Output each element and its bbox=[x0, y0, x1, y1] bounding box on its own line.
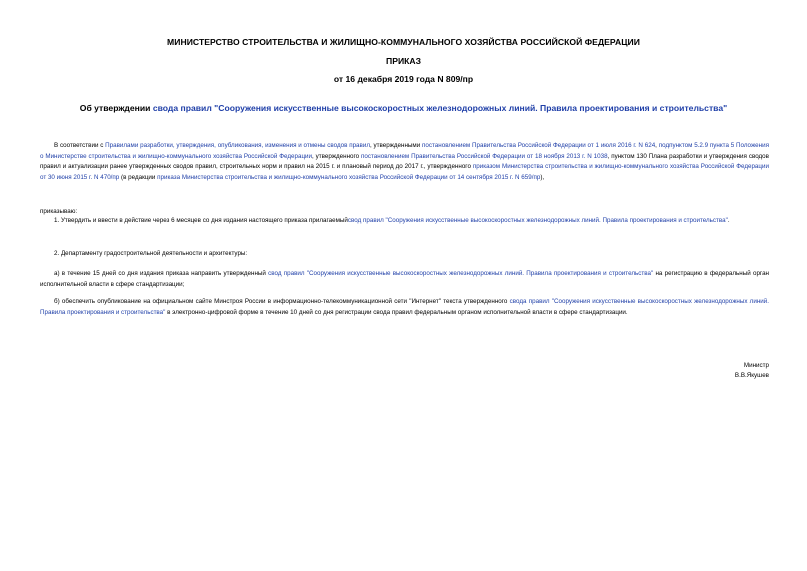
link-polozhenie[interactable]: подпунктом 5.2.9 пункта 5 Положения о Министерстве строительства и жилищно-коммунального хозяйства Российской Федерации bbox=[40, 142, 769, 160]
signature-position: Министр bbox=[743, 362, 769, 369]
item1-text-2: . bbox=[727, 217, 730, 224]
item2b-text-2: в электронно-цифровой форме в течение 10 дней со дня регистрации свода правил федеральным органом исполнительной власти в сфере стандартизации. bbox=[165, 308, 628, 316]
link-postanovlenie-1038[interactable]: постановлением Правительства Российской Федерации от 18 ноября 2013 г. N 1038 bbox=[361, 152, 608, 160]
item-1 bbox=[40, 216, 769, 227]
ministry-title: МИНИСТЕРСТВО СТРОИТЕЛЬСТВА И ЖИЛИЩНО-КОММУНАЛЬНОГО ХОЗЯЙСТВА РОССИЙСКОЙ ФЕДЕРАЦИИ bbox=[167, 37, 640, 47]
document-type: ПРИКАЗ bbox=[386, 56, 421, 66]
link-prikaz-659[interactable]: приказа Министерства строительства и жилищно-коммунального хозяйства Российской Федерации от 14 сентября 2015 г. N 659/пр bbox=[157, 173, 541, 181]
item2b-text-1: б) обеспечить опубликование на официальном сайте Минстроя России в информационно-телекоммуникационной сети "Интернет" текста утвержденного bbox=[54, 298, 508, 305]
item-2a bbox=[40, 269, 769, 290]
item2a-link[interactable]: свод правил "Сооружения искусственные высокоскоростных железнодорожных линий. Правила проектирования и строительства" bbox=[268, 270, 654, 277]
link-postanovlenie-624[interactable]: постановлением Правительства Российской Федерации от 1 июля 2016 г. N 624 bbox=[422, 142, 656, 149]
item2b-link[interactable]: свода правил "Сооружения искусственные высокоскоростных железнодорожных линий. Правила проектирования и строительства" bbox=[40, 298, 769, 316]
item1-link[interactable]: свод правил "Сооружения искусственные высокоскоростных железнодорожных линий. Правила проектирования и строительства" bbox=[347, 217, 728, 224]
document-subject bbox=[0, 103, 807, 113]
item-2: 2. Департаменту градостроительной деятельности и архитектуры: bbox=[54, 250, 248, 257]
document-date-number: от 16 декабря 2019 года N 809/пр bbox=[333, 74, 474, 84]
link-rules[interactable]: Правилами разработки, утверждения, опубликования, изменения и отмены сводов правил bbox=[105, 142, 370, 149]
order-word: приказываю: bbox=[40, 208, 78, 215]
p1-text-2: , утвержденными bbox=[370, 142, 421, 149]
item2a-text-1: а) в течение 15 дней со дня издания приказа направить утвержденный bbox=[54, 270, 266, 277]
item2a-text-2: на регистрацию в федеральный орган исполнительной власти в сфере стандартизации; bbox=[40, 270, 769, 288]
link-prikaz-470[interactable]: приказом Министерства строительства и жилищно-коммунального хозяйства Российской Федерации от 30 июня 2015 г. N 470/пр bbox=[40, 163, 769, 181]
p1-text-5: , пунктом 130 Плана разработки и утверждения сводов правил и актуализации ранее утвержденных сводов правил, строительных норм и правил на 2015 г. и плановый период до 2017 г., утвержденного bbox=[40, 152, 769, 170]
item1-text-1: 1. Утвердить и ввести в действие через 6 месяцев со дня издания настоящего приказа прилагаемый bbox=[54, 217, 348, 224]
subject-link[interactable]: свода правил "Сооружения искусственные высокоскоростных железнодорожных линий. Правила проектирования и строительства" bbox=[152, 103, 728, 113]
preamble-paragraph bbox=[40, 141, 769, 183]
signature-name: В.В.Якушев bbox=[734, 372, 769, 379]
p1-text-3: , bbox=[655, 142, 657, 149]
item-2b bbox=[40, 297, 769, 318]
p1-text-7: ), bbox=[540, 173, 545, 181]
subject-prefix: Об утверждении bbox=[79, 103, 151, 113]
p1-text-4: , утвержденного bbox=[312, 152, 360, 160]
p1-text-1: В соответствии с bbox=[54, 142, 104, 149]
p1-text-6: (в редакции bbox=[119, 173, 156, 181]
